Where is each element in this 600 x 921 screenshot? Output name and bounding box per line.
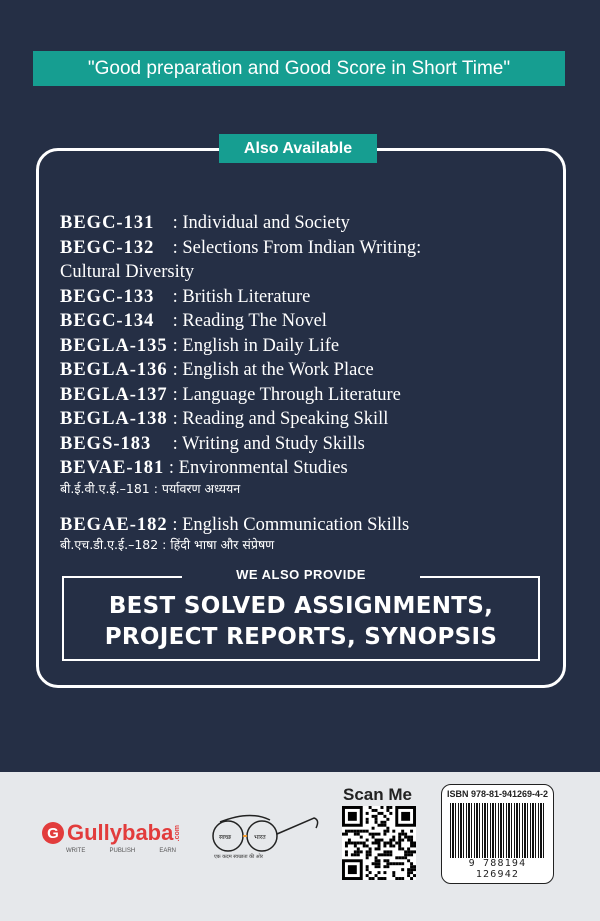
services-box	[62, 567, 540, 661]
gullybaba-logo	[42, 820, 181, 854]
course-item	[60, 407, 421, 432]
services-title: WE ALSO PROVIDE	[236, 567, 366, 582]
course-title: : Selections From Indian Writing:	[172, 237, 422, 258]
publisher-name: Gullybaba	[67, 820, 174, 845]
course-title: : English at the Work Place	[172, 360, 374, 380]
course-hindi: बी.एच.डी.ए.ई.–182 : हिंदी भाषा और संप्रेषण	[60, 537, 275, 552]
tag-earn: EARN	[159, 848, 176, 854]
course-title: : Environmental Studies	[168, 458, 348, 478]
course-title: : Language Through Literature	[172, 384, 401, 405]
bharat-text: भारत	[254, 834, 266, 841]
course-code: BEGC-133	[60, 286, 155, 307]
course-item	[60, 513, 421, 538]
course-item	[60, 309, 421, 334]
course-code: BEGLA-135	[60, 335, 168, 356]
isbn-label: ISBN 978-81-941269-4-2	[446, 789, 549, 799]
course-title: : English Communication Skills	[172, 514, 410, 535]
course-code: BEGLA-137	[60, 384, 168, 405]
course-item	[60, 358, 421, 383]
barcode-digits: 9 788194 126942	[446, 858, 549, 880]
swachh-bharat-logo	[210, 812, 322, 860]
course-item	[60, 334, 421, 359]
course-code: BEGAE-182	[60, 514, 168, 535]
glasses-icon	[210, 812, 322, 852]
course-list	[60, 211, 421, 555]
course-code: BEGS-183	[60, 433, 152, 454]
course-hindi: बी.ई.वी.ए.ई.–181 : पर्यावरण अध्ययन	[60, 480, 241, 496]
scan-me-label: Scan Me	[343, 785, 412, 804]
course-title: : English in Daily Life	[172, 335, 340, 356]
course-code: BEGC-132	[60, 237, 155, 258]
course-title: : British Literature	[172, 286, 311, 307]
isbn-barcode	[441, 784, 554, 884]
course-code: BEVAE-181	[60, 458, 165, 478]
course-title: : Reading The Novel	[172, 311, 327, 331]
course-item	[60, 456, 421, 481]
g-logo-icon: G	[42, 822, 64, 844]
tagline-banner: "Good preparation and Good Score in Short Time"	[33, 51, 565, 86]
course-item	[60, 432, 421, 457]
tag-publish: PUBLISH	[109, 848, 136, 854]
course-title: : Individual and Society	[172, 213, 350, 233]
course-item	[60, 383, 421, 408]
qr-code[interactable]	[342, 806, 416, 880]
course-code: BEGC-134	[60, 311, 155, 331]
services-line-2: PROJECT REPORTS, SYNOPSIS	[99, 624, 504, 650]
course-code: BEGLA-136	[60, 360, 168, 380]
course-item	[60, 236, 421, 261]
publisher-domain: .com	[174, 824, 182, 842]
course-code: BEGLA-138	[60, 409, 168, 429]
swachh-text: स्वच्छ	[219, 834, 232, 841]
course-title-continuation: Cultural Diversity	[60, 262, 195, 282]
course-title: : Reading and Speaking Skill	[172, 409, 389, 429]
course-item	[60, 285, 421, 310]
course-code: BEGC-131	[60, 213, 155, 233]
tag-write: WRITE	[66, 848, 86, 854]
course-title: : Writing and Study Skills	[172, 433, 365, 454]
also-available-label: Also Available	[219, 134, 377, 163]
swachh-tagline: एक कदम स्वच्छता की ओर	[214, 854, 263, 860]
services-line-1: BEST SOLVED ASSIGNMENTS,	[103, 593, 499, 619]
course-item	[60, 211, 421, 236]
